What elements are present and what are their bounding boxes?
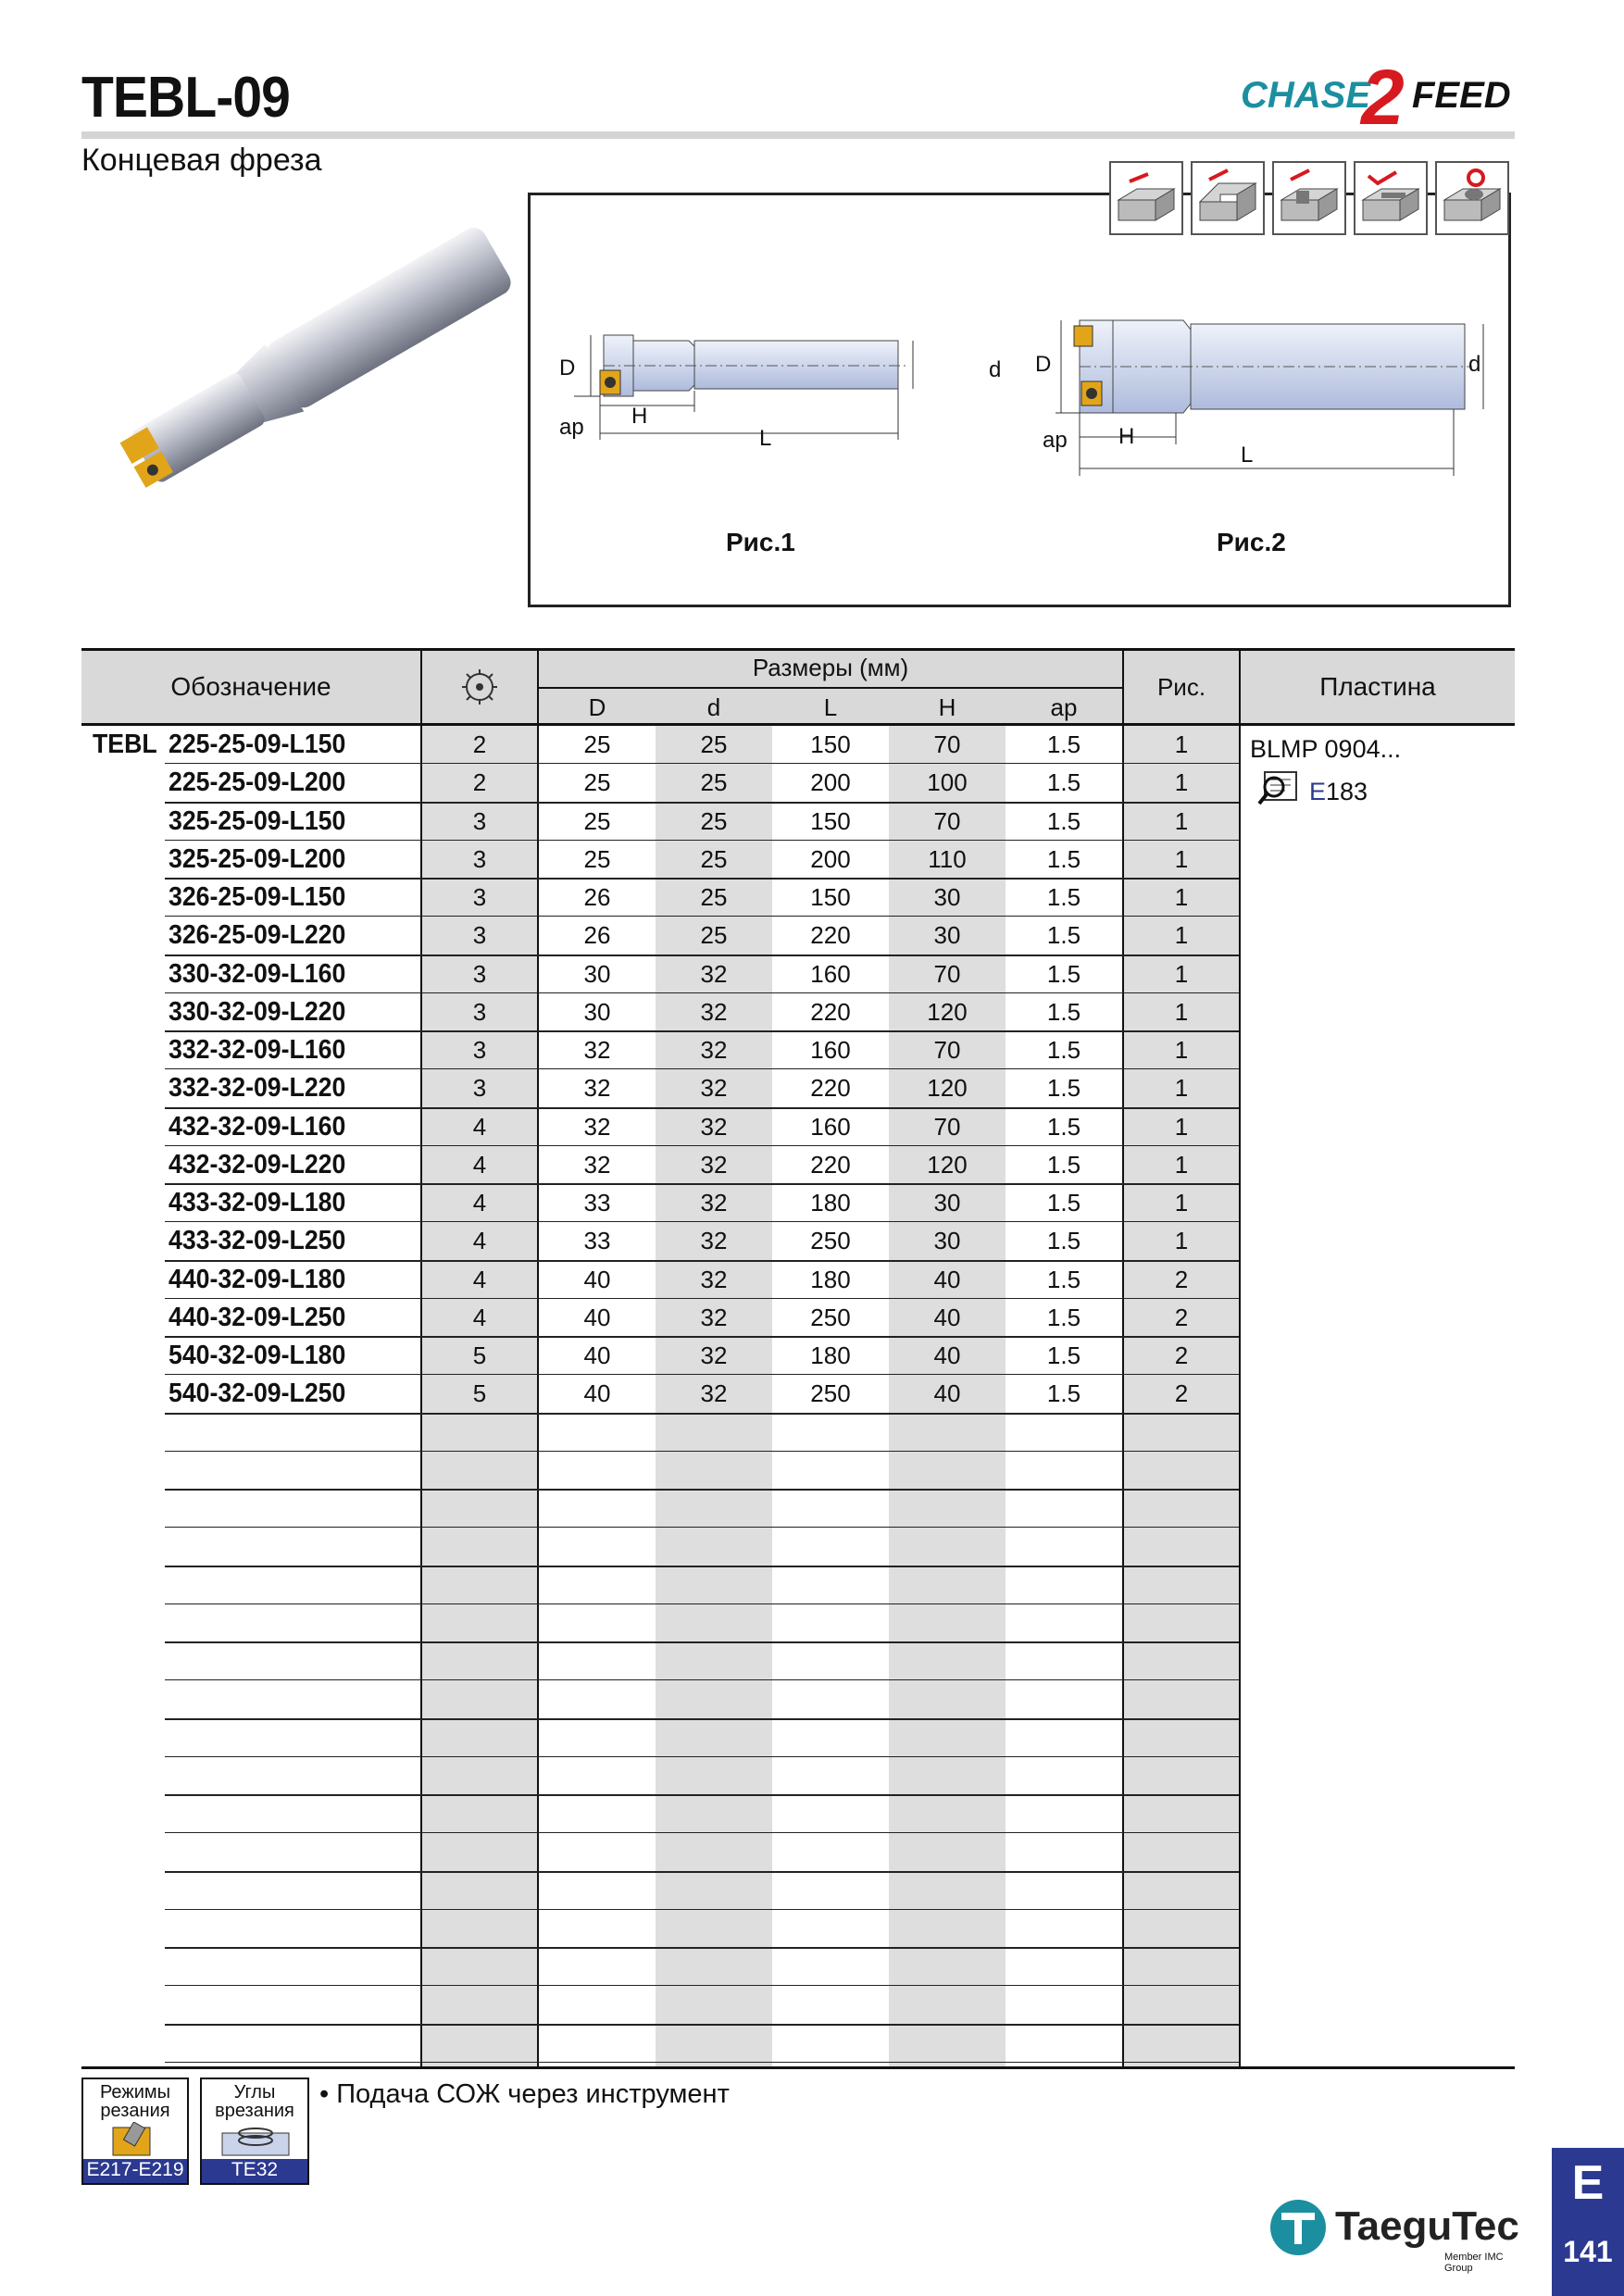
cell-z: 3 (472, 959, 487, 988)
cell-z: 4 (472, 1303, 487, 1331)
cell-D: 40 (583, 1265, 611, 1293)
cell-z: 5 (472, 1341, 487, 1370)
fig1-dim-H: H (631, 404, 648, 429)
cell-z: 3 (472, 844, 487, 873)
fig2-dim-D: D (1035, 352, 1052, 377)
fig2-dim-d: d (1468, 352, 1481, 377)
designation-code: 432-32-09-L160 (169, 1111, 346, 1142)
cell-fig: 1 (1174, 768, 1189, 797)
cell-H: 40 (933, 1303, 961, 1331)
cell-fig: 1 (1174, 1036, 1189, 1065)
chase2feed-logo (1241, 52, 1518, 135)
cell-d: 32 (700, 1303, 728, 1331)
designation-code: 225-25-09-L200 (169, 767, 346, 798)
cell-fig: 2 (1174, 1303, 1189, 1331)
fig2-dim-H: H (1118, 424, 1135, 449)
cell-ap: 1.5 (1046, 768, 1081, 797)
designation-code: 326-25-09-L150 (169, 882, 346, 913)
empty-table-row (81, 1757, 1239, 1795)
header-designation: Обозначение (170, 672, 331, 701)
empty-table-row (81, 1566, 1239, 1604)
taegutec-mark-icon (1268, 2198, 1328, 2257)
cell-z: 4 (472, 1227, 487, 1255)
cell-d: 25 (700, 883, 728, 912)
designation-code: 325-25-09-L150 (169, 805, 346, 836)
cell-z: 3 (472, 997, 487, 1026)
cell-fig: 1 (1174, 997, 1189, 1026)
cell-D: 25 (583, 844, 611, 873)
cell-z: 3 (472, 883, 487, 912)
cell-D: 25 (583, 730, 611, 759)
table-row (81, 726, 1239, 764)
cutting-data-ref: E217-E219 (83, 2159, 187, 2183)
cell-d: 25 (700, 844, 728, 873)
empty-table-row (81, 1833, 1239, 1871)
cell-fig: 1 (1174, 921, 1189, 950)
cell-fig: 1 (1174, 1074, 1189, 1103)
cell-L: 160 (810, 959, 851, 988)
coolant-note: • Подача СОЖ через инструмент (319, 2079, 730, 2109)
cell-D: 32 (583, 1074, 611, 1103)
section-letter: E (1571, 2156, 1605, 2210)
header-insert: Пластина (1319, 672, 1436, 701)
header-d: d (706, 693, 721, 721)
cell-d: 32 (700, 1074, 728, 1103)
cell-fig: 1 (1174, 959, 1189, 988)
cell-d: 32 (700, 1227, 728, 1255)
fig1-dim-d: d (989, 357, 1002, 382)
face-milling-icon (1109, 161, 1183, 235)
cell-fig: 2 (1174, 1265, 1189, 1293)
catalog-lookup-icon[interactable] (1257, 768, 1304, 811)
designation-code: 540-32-09-L250 (169, 1379, 346, 1409)
header-ap: ap (1050, 693, 1078, 721)
cell-H: 70 (933, 959, 961, 988)
cell-D: 30 (583, 997, 611, 1026)
cell-L: 250 (810, 1379, 851, 1408)
ramping-angles-ref: TE32 (202, 2159, 307, 2183)
cell-z: 4 (472, 1189, 487, 1217)
table-row (81, 1222, 1239, 1260)
insert-ref-link[interactable] (1309, 778, 1368, 806)
empty-table-row (81, 1642, 1239, 1680)
cell-d: 32 (700, 1150, 728, 1179)
cell-L: 250 (810, 1227, 851, 1255)
cell-D: 40 (583, 1341, 611, 1370)
cell-D: 26 (583, 921, 611, 950)
cell-L: 220 (810, 1074, 851, 1103)
fig1-dim-D: D (559, 356, 576, 381)
designation-code: 433-32-09-L250 (169, 1226, 346, 1256)
cell-L: 180 (810, 1265, 851, 1293)
helical-interpolation-icon (1435, 161, 1509, 235)
table-row (81, 803, 1239, 841)
shoulder-milling-icon (1191, 161, 1265, 235)
cell-z: 3 (472, 806, 487, 835)
designation-code: 330-32-09-L160 (169, 958, 346, 989)
cell-ap: 1.5 (1046, 844, 1081, 873)
table-row (81, 1069, 1239, 1107)
table-row (81, 1261, 1239, 1299)
empty-table-row (81, 1910, 1239, 1948)
header-fig: Рис. (1156, 672, 1206, 701)
insert-name: BLMP 0904... (1250, 735, 1402, 763)
cell-D: 32 (583, 1036, 611, 1065)
cell-D: 26 (583, 883, 611, 912)
cell-D: 32 (583, 1150, 611, 1179)
ramping-angles-label: Углы врезания (215, 2082, 294, 2121)
cell-D: 33 (583, 1227, 611, 1255)
cell-ap: 1.5 (1046, 1303, 1081, 1331)
figure-1-drawing (546, 306, 1009, 472)
cell-z: 2 (472, 730, 487, 759)
designation-code: 440-32-09-L250 (169, 1302, 346, 1332)
cell-L: 180 (810, 1341, 851, 1370)
end-mill-photo (102, 213, 528, 518)
cell-H: 110 (928, 844, 967, 873)
cell-L: 220 (810, 921, 851, 950)
svg-text:2: 2 (1361, 54, 1405, 135)
header-dimensions: Размеры (мм) (752, 653, 909, 681)
ramping-angles-icon (217, 2124, 294, 2159)
designation-code: 432-32-09-L220 (169, 1149, 346, 1179)
designation-code: 325-25-09-L200 (169, 843, 346, 874)
cell-ap: 1.5 (1046, 1150, 1081, 1179)
table-row (81, 917, 1239, 955)
cell-ap: 1.5 (1046, 1341, 1081, 1370)
cell-ap: 1.5 (1046, 1036, 1081, 1065)
empty-table-row (81, 1528, 1239, 1566)
table-row (81, 879, 1239, 917)
fig2-dim-L: L (1241, 443, 1254, 468)
table-row (81, 841, 1239, 879)
cell-z: 2 (472, 768, 487, 797)
empty-table-row (81, 1452, 1239, 1490)
cell-ap: 1.5 (1046, 883, 1081, 912)
empty-table-row (81, 1795, 1239, 1833)
cell-z: 3 (472, 1074, 487, 1103)
cell-H: 30 (933, 921, 961, 950)
cell-D: 25 (583, 806, 611, 835)
cell-H: 40 (933, 1265, 961, 1293)
cell-fig: 1 (1174, 730, 1189, 759)
cell-L: 160 (810, 1112, 851, 1141)
cell-d: 32 (700, 1189, 728, 1217)
designation-code: 330-32-09-L220 (169, 996, 346, 1027)
cell-z: 4 (472, 1150, 487, 1179)
cell-ap: 1.5 (1046, 1265, 1081, 1293)
cell-d: 25 (700, 730, 728, 759)
empty-table-row (81, 2025, 1239, 2063)
cell-L: 250 (810, 1303, 851, 1331)
cell-d: 32 (700, 997, 728, 1026)
cell-D: 30 (583, 959, 611, 988)
cell-D: 25 (583, 768, 611, 797)
table-row (81, 1108, 1239, 1146)
cell-D: 32 (583, 1112, 611, 1141)
cell-ap: 1.5 (1046, 806, 1081, 835)
designation-code: 332-32-09-L160 (169, 1035, 346, 1066)
insert-ref-number: 183 (1326, 778, 1368, 805)
maker-sub: Member IMC Group (1444, 2252, 1504, 2274)
empty-table-row (81, 1414, 1239, 1452)
cell-fig: 2 (1174, 1379, 1189, 1408)
cell-fig: 1 (1174, 844, 1189, 873)
cell-z: 5 (472, 1379, 487, 1408)
page-number: 141 (1563, 2235, 1613, 2268)
cell-H: 30 (933, 1189, 961, 1217)
cell-d: 32 (700, 1265, 728, 1293)
empty-table-row (81, 1680, 1239, 1718)
cell-H: 30 (933, 1227, 961, 1255)
cell-H: 70 (933, 730, 961, 759)
cell-L: 160 (810, 1036, 851, 1065)
cell-z: 3 (472, 921, 487, 950)
fig2-label: Рис.2 (1217, 528, 1286, 556)
cell-L: 150 (810, 730, 851, 759)
cell-L: 200 (810, 844, 851, 873)
svg-text:CHASE: CHASE (1241, 75, 1371, 116)
header-D: D (588, 693, 606, 721)
designation-code: 225-25-09-L150 (169, 730, 346, 760)
header-L: L (823, 693, 838, 721)
cutting-data-box[interactable] (81, 2078, 189, 2185)
cell-ap: 1.5 (1046, 730, 1081, 759)
cell-z: 4 (472, 1265, 487, 1293)
cell-L: 150 (810, 883, 851, 912)
empty-table-row (81, 1872, 1239, 1910)
designation-code: 433-32-09-L180 (169, 1188, 346, 1218)
slotting-icon (1272, 161, 1346, 235)
ramping-icon (1354, 161, 1428, 235)
spec-table (81, 648, 1515, 2068)
designation-code: 332-32-09-L220 (169, 1073, 346, 1104)
designation-code: 326-25-09-L220 (169, 920, 346, 951)
fig1-dim-ap: ap (559, 415, 584, 440)
cell-d: 32 (700, 1112, 728, 1141)
cell-fig: 2 (1174, 1341, 1189, 1370)
table-row (81, 1146, 1239, 1184)
cell-d: 32 (700, 1379, 728, 1408)
table-row (81, 764, 1239, 802)
designation-code: 440-32-09-L180 (169, 1264, 346, 1294)
table-body (81, 726, 1515, 2068)
page-subtitle: Концевая фреза (81, 143, 322, 178)
cell-ap: 1.5 (1046, 921, 1081, 950)
empty-table-row (81, 1604, 1239, 1642)
page-title: TEBL-09 (81, 66, 290, 130)
cell-d: 25 (700, 921, 728, 950)
cell-fig: 1 (1174, 883, 1189, 912)
table-row (81, 955, 1239, 993)
cell-L: 200 (810, 768, 851, 797)
table-row (81, 1299, 1239, 1337)
cell-L: 220 (810, 997, 851, 1026)
empty-table-row (81, 1490, 1239, 1528)
table-row (81, 1031, 1239, 1069)
cell-H: 40 (933, 1379, 961, 1408)
section-tab (1552, 2148, 1624, 2296)
svg-text:FEED: FEED (1412, 75, 1511, 116)
cell-fig: 1 (1174, 1112, 1189, 1141)
cell-L: 180 (810, 1189, 851, 1217)
ramping-angles-box[interactable] (200, 2078, 309, 2185)
cell-ap: 1.5 (1046, 997, 1081, 1026)
cell-H: 70 (933, 1112, 961, 1141)
table-row (81, 993, 1239, 1031)
maker-name: TaeguTec (1335, 2203, 1519, 2249)
cell-H: 120 (927, 1074, 968, 1103)
taegutec-logo (1268, 2194, 1528, 2274)
cell-fig: 1 (1174, 1150, 1189, 1179)
cell-fig: 1 (1174, 806, 1189, 835)
cell-H: 70 (933, 806, 961, 835)
cell-D: 40 (583, 1379, 611, 1408)
cell-H: 40 (933, 1341, 961, 1370)
cell-D: 33 (583, 1189, 611, 1217)
figure-2-drawing (1028, 306, 1500, 481)
cell-H: 100 (927, 768, 968, 797)
cell-ap: 1.5 (1046, 1112, 1081, 1141)
cell-d: 32 (700, 1036, 728, 1065)
cell-d: 25 (700, 768, 728, 797)
cell-L: 150 (810, 806, 851, 835)
cell-H: 70 (933, 1036, 961, 1065)
cell-D: 40 (583, 1303, 611, 1331)
cell-ap: 1.5 (1046, 1227, 1081, 1255)
cell-ap: 1.5 (1046, 1074, 1081, 1103)
fig1-dim-L: L (759, 426, 772, 451)
insert-ref-prefix: E (1309, 778, 1327, 805)
table-row (81, 1375, 1239, 1413)
series-prefix: TEBL (93, 730, 157, 759)
cell-fig: 1 (1174, 1227, 1189, 1255)
cell-L: 220 (810, 1150, 851, 1179)
cell-H: 120 (927, 997, 968, 1026)
cell-z: 4 (472, 1112, 487, 1141)
cell-d: 32 (700, 959, 728, 988)
empty-table-row (81, 1719, 1239, 1757)
cutting-data-icon (109, 2122, 165, 2159)
cell-d: 32 (700, 1341, 728, 1370)
table-row (81, 1337, 1239, 1375)
cell-H: 30 (933, 883, 961, 912)
flutes-icon (422, 648, 537, 726)
cutting-data-label: Режимы резания (99, 2082, 171, 2121)
fig1-label: Рис.1 (726, 528, 795, 556)
fig2-dim-ap: ap (1043, 428, 1068, 453)
cell-d: 25 (700, 806, 728, 835)
cell-ap: 1.5 (1046, 1189, 1081, 1217)
header-H: H (938, 693, 956, 721)
designation-code: 540-32-09-L180 (169, 1341, 346, 1371)
cell-z: 3 (472, 1036, 487, 1065)
empty-table-row (81, 1986, 1239, 2024)
empty-table-row (81, 1948, 1239, 1986)
table-row (81, 1184, 1239, 1222)
cell-ap: 1.5 (1046, 1379, 1081, 1408)
cell-fig: 1 (1174, 1189, 1189, 1217)
cell-H: 120 (927, 1150, 968, 1179)
cell-ap: 1.5 (1046, 959, 1081, 988)
